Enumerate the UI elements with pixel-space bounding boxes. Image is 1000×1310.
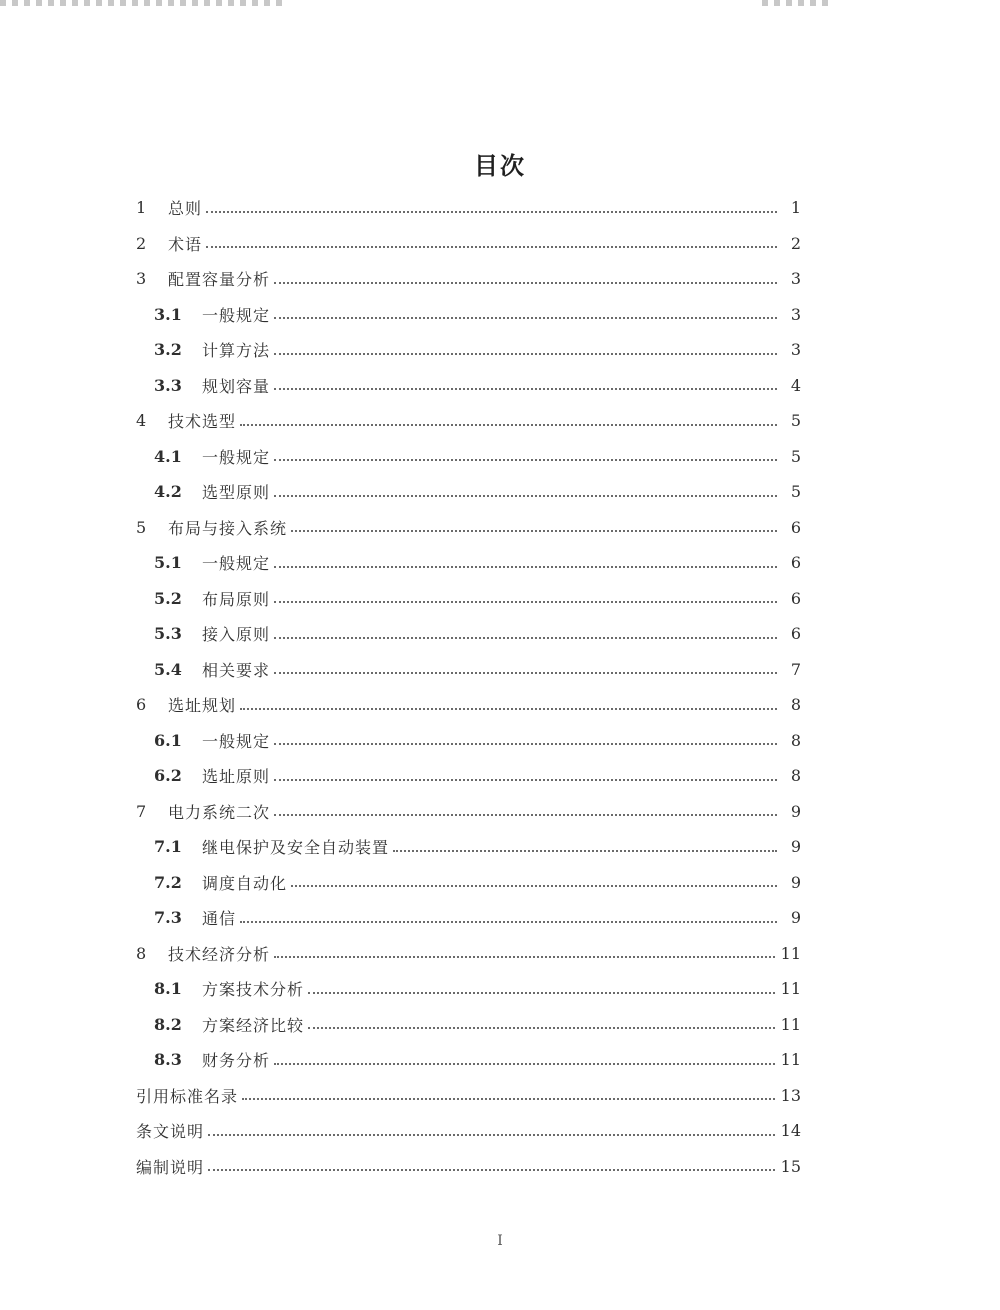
dot-leader [274, 814, 777, 816]
toc-entry-page: 9 [790, 801, 801, 821]
dot-leader [274, 1063, 775, 1065]
toc-entry-title: 总则 [168, 199, 203, 219]
dot-leader [274, 282, 777, 284]
toc-entry-title: 布局原则 [202, 589, 271, 609]
toc-entry-number: 8.2 [154, 1014, 182, 1034]
dot-leader [206, 246, 777, 248]
toc-entry-title: 方案经济比较 [202, 1015, 305, 1035]
toc-entry[interactable] [0, 1042, 801, 1078]
dot-leader [242, 1098, 775, 1100]
toc-entry[interactable] [0, 332, 801, 368]
toc-entry[interactable] [0, 758, 801, 794]
toc-entry-page: 1 [790, 198, 801, 218]
dot-leader [274, 566, 777, 568]
toc-entry[interactable] [0, 261, 801, 297]
toc-entry-number: 5.3 [154, 624, 182, 644]
toc-entry-title: 电力系统二次 [168, 802, 271, 822]
toc-entry-page: 6 [790, 517, 801, 537]
toc-entry[interactable] [0, 723, 801, 759]
toc-entry-number: 2 [136, 233, 147, 253]
page-number: I [497, 1233, 503, 1249]
toc-entry-number: 7.3 [154, 908, 182, 928]
toc-entry[interactable] [0, 226, 801, 262]
toc-entry-title: 一般规定 [202, 554, 271, 574]
toc-entry[interactable] [0, 545, 801, 581]
toc-entry[interactable] [0, 936, 801, 972]
dot-leader [308, 1027, 775, 1029]
dot-leader [208, 1169, 775, 1171]
toc-entry-number: 1 [136, 198, 147, 218]
toc-entry-number: 8 [136, 943, 147, 963]
toc-entry-title: 方案技术分析 [202, 980, 305, 1000]
toc-entry[interactable] [0, 297, 801, 333]
toc-entry-page: 11 [780, 943, 801, 963]
toc-entry[interactable] [0, 439, 801, 475]
toc-entry-title: 条文说明 [136, 1122, 205, 1142]
dot-leader [208, 1134, 775, 1136]
toc-entry-title: 接入原则 [202, 625, 271, 645]
toc-entry-page: 5 [790, 482, 801, 502]
toc-entry-number: 7.2 [154, 872, 182, 892]
toc-entry-title: 一般规定 [202, 305, 271, 325]
toc-entry-number: 5.2 [154, 588, 182, 608]
toc-entry-page: 8 [790, 730, 801, 750]
toc-entry-number: 7.1 [154, 837, 182, 857]
toc-entry-number: 3.2 [154, 340, 182, 360]
toc-entry-title: 通信 [202, 909, 237, 929]
toc-entry-number: 6 [136, 695, 147, 715]
toc-entry-title: 编制说明 [136, 1157, 205, 1177]
toc-entry-page: 4 [790, 375, 801, 395]
toc-entry-number: 4.1 [154, 446, 182, 466]
dot-leader [274, 388, 777, 390]
toc-entry-page: 8 [790, 695, 801, 715]
toc-entry-number: 4 [136, 411, 147, 431]
toc-entry[interactable] [0, 900, 801, 936]
toc-entry-page: 15 [780, 1156, 801, 1176]
dot-leader [206, 211, 777, 213]
toc-entry-title: 一般规定 [202, 731, 271, 751]
toc-entry-page: 11 [780, 1014, 801, 1034]
toc-entry-page: 14 [780, 1121, 801, 1141]
toc-entry[interactable] [0, 687, 801, 723]
toc-entry-title: 计算方法 [202, 341, 271, 361]
toc-entry[interactable] [0, 616, 801, 652]
dot-leader [274, 317, 777, 319]
toc-entry-page: 13 [780, 1085, 801, 1105]
toc-entry-title: 技术选型 [168, 412, 237, 432]
header-scan-artifact-left [0, 0, 285, 6]
dot-leader [240, 708, 777, 710]
dot-leader [240, 921, 777, 923]
toc-entry[interactable] [0, 368, 801, 404]
toc-entry[interactable] [0, 474, 801, 510]
toc-entry[interactable] [0, 865, 801, 901]
dot-leader [274, 637, 777, 639]
toc-entry-title: 布局与接入系统 [168, 518, 288, 538]
toc-entry-number: 3.3 [154, 375, 182, 395]
toc-entry-title: 相关要求 [202, 660, 271, 680]
toc-entry-page: 3 [790, 340, 801, 360]
toc-entry-page: 3 [790, 304, 801, 324]
dot-leader [274, 495, 777, 497]
toc-entry-title: 规划容量 [202, 376, 271, 396]
toc-entry-title: 选址规划 [168, 696, 237, 716]
dot-leader [274, 459, 777, 461]
header-scan-artifact-right [762, 0, 830, 6]
dot-leader [308, 992, 775, 994]
toc-entry-title: 选型原则 [202, 483, 271, 503]
toc-entry-page: 11 [780, 979, 801, 999]
toc-entry[interactable] [0, 1078, 801, 1114]
toc-entry[interactable] [0, 581, 801, 617]
toc-entry-number: 4.2 [154, 482, 182, 502]
dot-leader [274, 601, 777, 603]
toc-entry-number: 8.1 [154, 979, 182, 999]
toc-entry-page: 6 [790, 588, 801, 608]
toc-entry-title: 继电保护及安全自动装置 [202, 838, 390, 858]
toc-entry[interactable] [0, 1149, 801, 1185]
toc-entry[interactable] [0, 190, 801, 226]
dot-leader [291, 885, 777, 887]
toc-entry-title: 一般规定 [202, 447, 271, 467]
toc-entry-page: 6 [790, 624, 801, 644]
toc-entry-number: 7 [136, 801, 147, 821]
toc-entry-page: 2 [790, 233, 801, 253]
toc-entry[interactable] [0, 971, 801, 1007]
dot-leader [274, 743, 777, 745]
toc-entry-number: 6.1 [154, 730, 182, 750]
toc-entry-title: 术语 [168, 234, 203, 254]
toc-entry-title: 引用标准名录 [136, 1086, 239, 1106]
toc-entry-number: 8.3 [154, 1050, 182, 1070]
toc-entry[interactable] [0, 829, 801, 865]
page-title: 目次 [474, 152, 526, 180]
toc-entry-page: 5 [790, 411, 801, 431]
toc-entry-title: 配置容量分析 [168, 270, 271, 290]
toc-entry-page: 6 [790, 553, 801, 573]
toc-entry-number: 3.1 [154, 304, 182, 324]
toc-entry-page: 11 [780, 1050, 801, 1070]
toc-entry-title: 调度自动化 [202, 873, 288, 893]
dot-leader [393, 850, 777, 852]
toc-entry-number: 5.1 [154, 553, 182, 573]
toc-entry[interactable] [0, 510, 801, 546]
toc-entry-page: 7 [790, 659, 801, 679]
dot-leader [240, 424, 777, 426]
toc-entry-page: 3 [790, 269, 801, 289]
toc-entry-number: 5.4 [154, 659, 182, 679]
toc-entry[interactable] [0, 1113, 801, 1149]
dot-leader [291, 530, 777, 532]
toc-entry-page: 9 [790, 837, 801, 857]
toc-entry[interactable] [0, 652, 801, 688]
toc-entry-number: 3 [136, 269, 147, 289]
toc-entry-number: 5 [136, 517, 147, 537]
toc-entry[interactable] [0, 1007, 801, 1043]
toc-entry-page: 8 [790, 766, 801, 786]
toc-entry[interactable] [0, 794, 801, 830]
toc-entry-page: 9 [790, 908, 801, 928]
toc-entry-title: 财务分析 [202, 1051, 271, 1071]
dot-leader [274, 779, 777, 781]
dot-leader [274, 353, 777, 355]
toc-entry[interactable] [0, 403, 801, 439]
dot-leader [274, 956, 775, 958]
toc-entry-number: 6.2 [154, 766, 182, 786]
toc-entry-title: 技术经济分析 [168, 944, 271, 964]
toc-entry-title: 选址原则 [202, 767, 271, 787]
dot-leader [274, 672, 777, 674]
toc-entry-page: 5 [790, 446, 801, 466]
toc-entry-page: 9 [790, 872, 801, 892]
